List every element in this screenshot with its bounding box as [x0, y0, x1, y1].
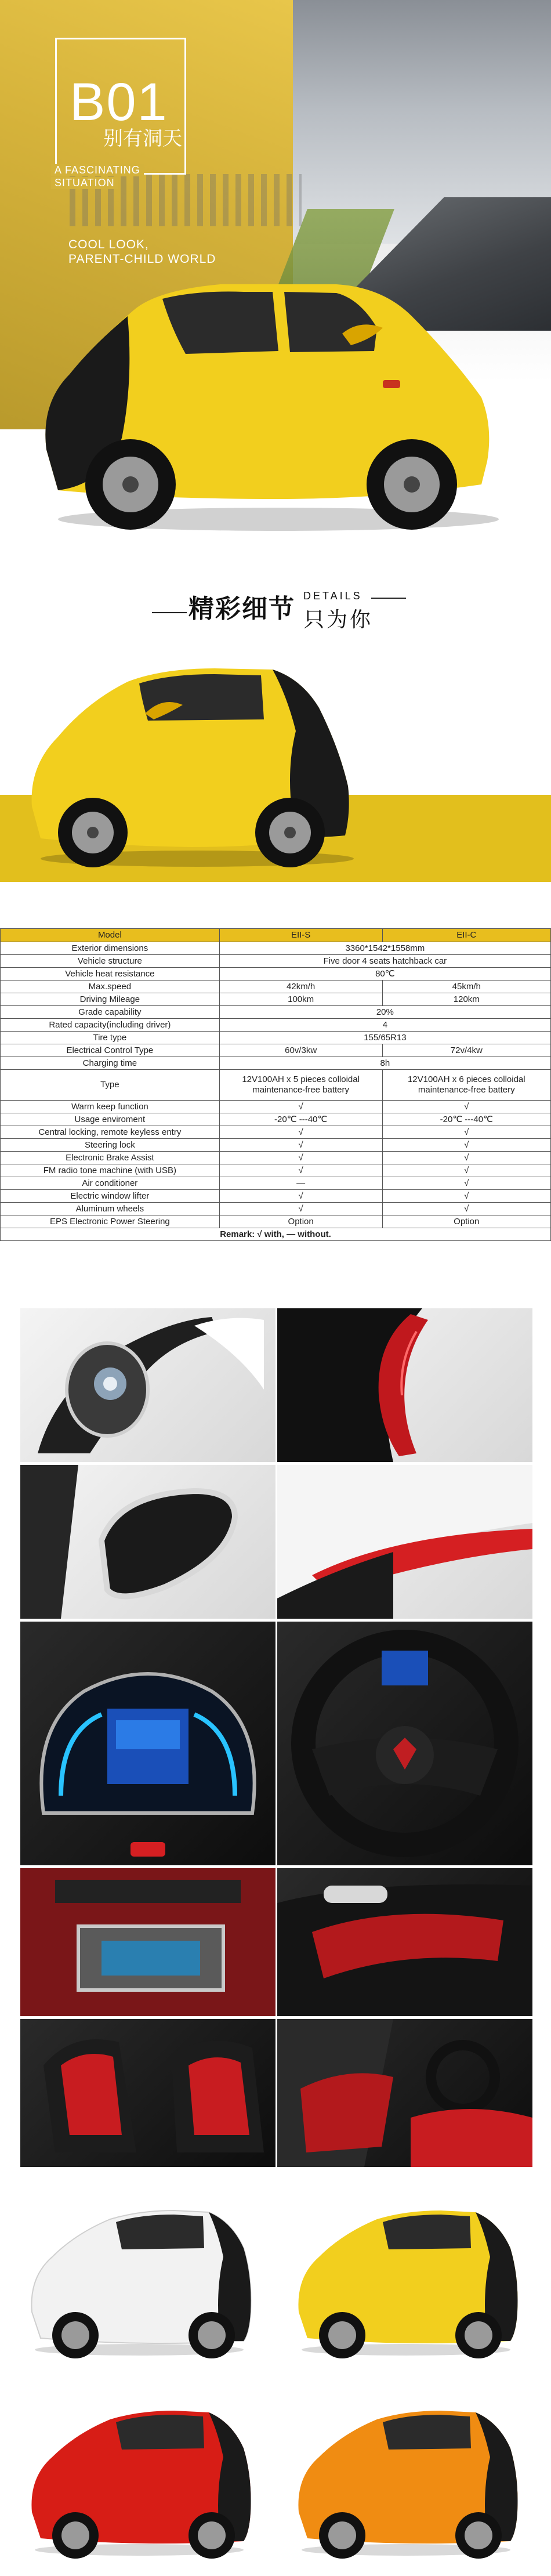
spec-label: Grade capability [1, 1006, 220, 1019]
tagline-cn: 别有洞天 [103, 128, 182, 150]
spec-value-s: √ [219, 1152, 382, 1164]
spec-label: Air conditioner [1, 1177, 220, 1190]
details-title-en: DETAILS [303, 590, 362, 602]
table-row [1, 1019, 551, 1032]
spec-label: Electric window lifter [1, 1190, 220, 1203]
spec-label: Electronic Brake Assist [1, 1152, 220, 1164]
details-title-cn: 精彩细节 [188, 595, 295, 623]
table-row [1, 993, 551, 1006]
details-subtitle-cn: 只为你 [303, 607, 374, 631]
table-row [1, 942, 551, 955]
hero-banner [0, 0, 551, 545]
spec-table [0, 928, 551, 1241]
spec-remark-row [1, 1228, 551, 1241]
door-handle-photo [277, 1868, 532, 2016]
spec-value-s: 100km [219, 993, 382, 1006]
spec-label: Central locking, remote keyless entry [1, 1126, 220, 1139]
spec-value-c: √ [382, 1152, 550, 1164]
orange-car-image [290, 2402, 522, 2559]
spec-value-c: √ [382, 1164, 550, 1177]
spec-value-s: -20℃ ---40℃ [219, 1113, 382, 1126]
spec-value-c: -20℃ ---40℃ [382, 1113, 550, 1126]
spec-header-row [1, 929, 551, 942]
headlight-photo [20, 1308, 276, 1462]
steering-wheel-photo [277, 1622, 532, 1865]
table-row [1, 1044, 551, 1057]
spec-value-c: 12V100AH x 6 pieces colloidal maintenance-free battery [382, 1070, 550, 1101]
spec-value-s: Option [219, 1215, 382, 1228]
spec-value-s: √ [219, 1126, 382, 1139]
spec-value: 155/65R13 [219, 1032, 550, 1044]
rear-spoiler-photo [277, 1465, 532, 1619]
slogan-1: COOL LOOK, [68, 238, 149, 251]
spec-value-s: 60v/3kw [219, 1044, 382, 1057]
spec-header-eii-c: EII-C [382, 929, 550, 942]
instrument-cluster-photo [20, 1622, 276, 1865]
spec-label: Max.speed [1, 981, 220, 993]
spec-value-c: √ [382, 1126, 550, 1139]
table-row [1, 981, 551, 993]
spec-value-s: √ [219, 1190, 382, 1203]
spec-value-c: √ [382, 1203, 550, 1215]
spec-value-c: √ [382, 1177, 550, 1190]
table-row [1, 1070, 551, 1101]
table-row [1, 1057, 551, 1070]
spec-value: 3360*1542*1558mm [219, 942, 550, 955]
table-row [1, 1126, 551, 1139]
spec-value-c: √ [382, 1190, 550, 1203]
spec-value: Five door 4 seats hatchback car [219, 955, 550, 968]
spec-value-s: — [219, 1177, 382, 1190]
spec-value-s: √ [219, 1164, 382, 1177]
spec-label: Vehicle structure [1, 955, 220, 968]
table-row [1, 968, 551, 981]
spec-label: FM radio tone machine (with USB) [1, 1164, 220, 1177]
table-row [1, 1139, 551, 1152]
spec-header-model: Model [1, 929, 220, 942]
details-line-left [152, 612, 187, 613]
side-car-image [23, 661, 360, 870]
spec-remark: Remark: √ with, — without. [1, 1228, 551, 1241]
spec-label: Exterior dimensions [1, 942, 220, 955]
spec-value-s: √ [219, 1139, 382, 1152]
red-car-image [23, 2402, 255, 2559]
model-name: B01 [70, 73, 168, 132]
table-row [1, 1177, 551, 1190]
spec-label: Aluminum wheels [1, 1203, 220, 1215]
yellow-car-image [290, 2202, 522, 2358]
slogan-2: PARENT-CHILD WORLD [68, 252, 216, 266]
spec-label: Steering lock [1, 1139, 220, 1152]
table-row [1, 1006, 551, 1019]
spec-value: 80℃ [219, 968, 550, 981]
table-row [1, 1164, 551, 1177]
table-row [1, 955, 551, 968]
table-row [1, 1152, 551, 1164]
spec-value-c: 45km/h [382, 981, 550, 993]
spec-value-s: 42km/h [219, 981, 382, 993]
front-seats-photo [20, 2019, 276, 2167]
spec-label: EPS Electronic Power Steering [1, 1215, 220, 1228]
table-row [1, 1113, 551, 1126]
spec-label: Warm keep function [1, 1101, 220, 1113]
interior-overview-photo [277, 2019, 532, 2167]
table-row [1, 1101, 551, 1113]
table-row [1, 1215, 551, 1228]
spec-value-s: √ [219, 1101, 382, 1113]
tagline-en-1: A FASCINATING [51, 164, 144, 176]
side-view-band [0, 638, 551, 882]
table-row [1, 1190, 551, 1203]
spec-value-c: 120km [382, 993, 550, 1006]
white-car-image [23, 2202, 255, 2358]
hero-car-image [35, 264, 499, 537]
spec-value-c: √ [382, 1139, 550, 1152]
spec-label: Driving Mileage [1, 993, 220, 1006]
spec-label: Type [1, 1070, 220, 1101]
spec-label: Rated capacity(including driver) [1, 1019, 220, 1032]
spec-header-eii-s: EII-S [219, 929, 382, 942]
spec-label: Vehicle heat resistance [1, 968, 220, 981]
spec-value: 8h [219, 1057, 550, 1070]
spec-value: 4 [219, 1019, 550, 1032]
table-row [1, 1203, 551, 1215]
spec-label: Charging time [1, 1057, 220, 1070]
side-mirror-photo [20, 1465, 276, 1619]
dashboard-radio-photo [20, 1868, 276, 2016]
spec-label: Tire type [1, 1032, 220, 1044]
details-line-right [371, 598, 406, 599]
spec-value: 20% [219, 1006, 550, 1019]
color-variants [0, 2179, 551, 2576]
taillight-photo [277, 1308, 532, 1462]
spec-value-c: 72v/4kw [382, 1044, 550, 1057]
tagline-en-2: SITUATION [51, 177, 118, 189]
spec-value-s: √ [219, 1203, 382, 1215]
table-row [1, 1032, 551, 1044]
spec-value-c: √ [382, 1101, 550, 1113]
spec-value-s: 12V100AH x 5 pieces colloidal maintenance-free battery [219, 1070, 382, 1101]
spec-value-c: Option [382, 1215, 550, 1228]
spec-label: Electrical Control Type [1, 1044, 220, 1057]
spec-label: Usage enviroment [1, 1113, 220, 1126]
